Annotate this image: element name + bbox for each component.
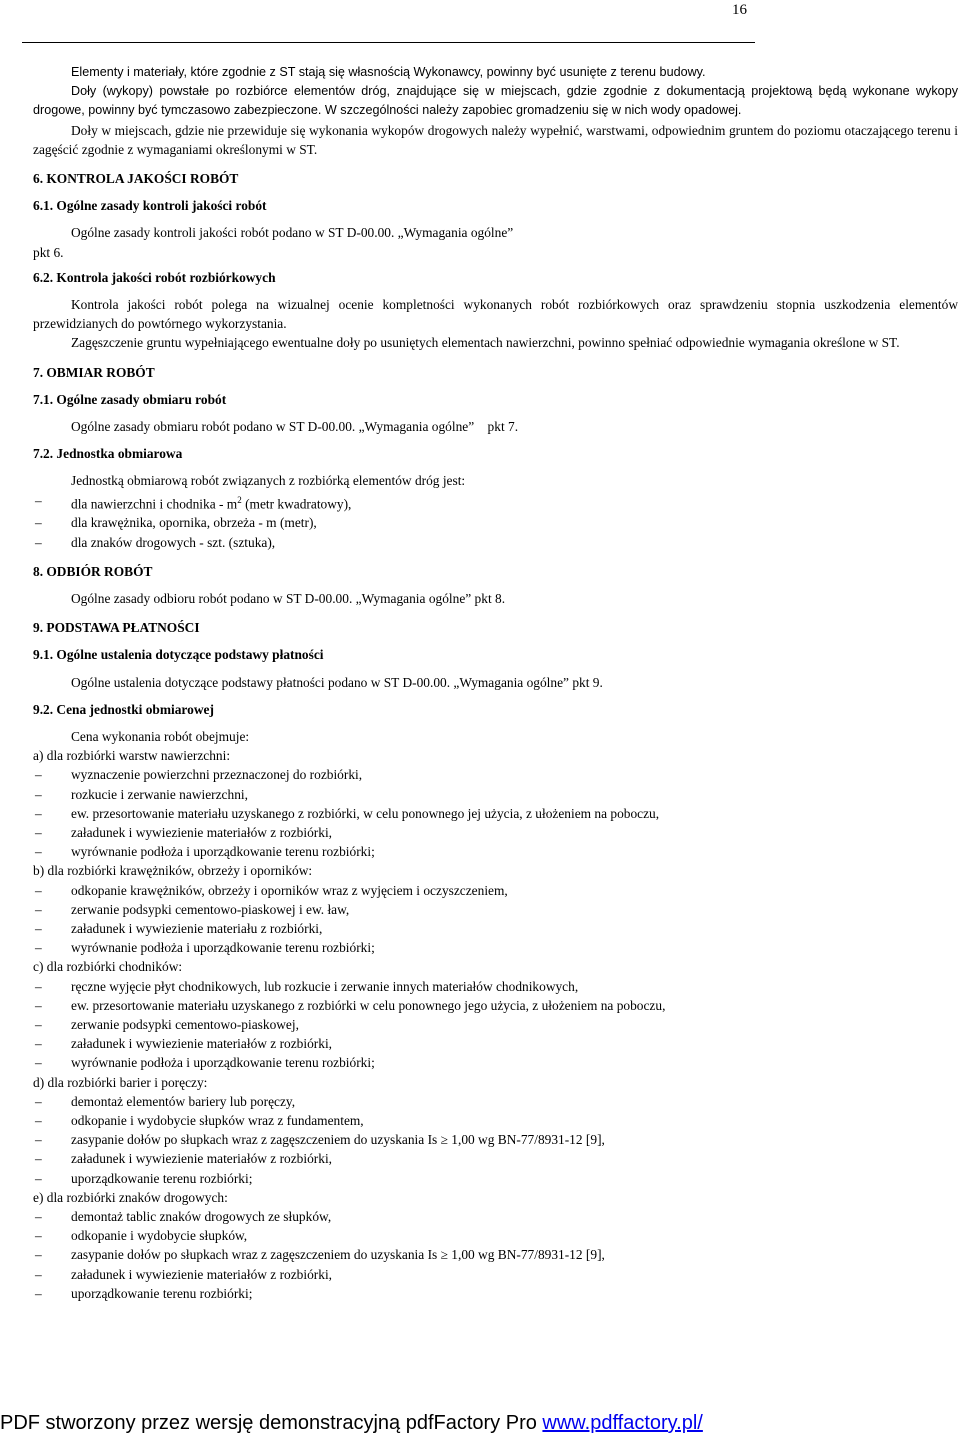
section-6-2-heading: 6.2. Kontrola jakości robót rozbiórkowych: [33, 269, 276, 285]
section-9-1-text: Ogólne ustalenia dotyczące podstawy płatności podano w ST D-00.00. „Wymagania ogólne” pkt 9.: [71, 674, 603, 690]
list-item: – wyznaczenie powierzchni przeznaczonej do rozbiórki,: [33, 765, 958, 784]
unit-item-1-superscript: 2: [237, 494, 242, 505]
unit-item-1-text: dla nawierzchni i chodnika - m: [71, 496, 238, 512]
list-item: – rozkucie i zerwanie nawierzchni,: [33, 785, 958, 804]
list-item: – wyrównanie podłoża i uporządkowanie terenu rozbiórki;: [33, 842, 958, 861]
list-item: – odkopanie i wydobycie słupków wraz z fundamentem,: [33, 1111, 958, 1130]
list-item: – zasypanie dołów po słupkach wraz z zagęszczeniem do uzyskania Is ≥ 1,00 wg BN-77/8931-12 [9],: [33, 1245, 958, 1264]
list-item: – wyrównanie podłoża i uporządkowanie terenu rozbiórki;: [33, 1053, 958, 1072]
list-item: – ręczne wyjęcie płyt chodnikowych, lub rozkucie i zerwanie innych materiałów chodnikowych,: [33, 977, 958, 996]
price-group-b-list: [33, 881, 958, 958]
section-6-1-text: Ogólne zasady kontroli jakości robót podano w ST D-00.00. „Wymagania ogólne”: [71, 225, 514, 241]
unit-list: [33, 491, 958, 552]
price-group-d-title: d) dla rozbiórki barier i poręczy:: [33, 1074, 208, 1090]
list-item: – wyrównanie podłoża i uporządkowanie terenu rozbiórki;: [33, 938, 958, 957]
section-9-1-heading: 9.1. Ogólne ustalenia dotyczące podstawy płatności: [33, 647, 324, 663]
section-6-2-paragraph-1: Kontrola jakości robót polega na wizualnej ocenie kompletności wykonanych robót rozbiórkowych oraz sprawdzeniu stopnia uszkodzenia elementów przewidzianych do powtórnego wykorzystania.: [33, 297, 958, 332]
section-8-text: Ogólne zasady odbioru robót podano w ST D-00.00. „Wymagania ogólne” pkt 8.: [71, 590, 506, 606]
price-group-b-title: b) dla rozbiórki krawężników, obrzeży i oporników:: [33, 863, 313, 879]
list-item: – uporządkowanie terenu rozbiórki;: [33, 1169, 958, 1188]
list-item: – uporządkowanie terenu rozbiórki;: [33, 1284, 958, 1303]
price-group-a-title: a) dla rozbiórki warstw nawierzchni:: [33, 748, 231, 764]
section-9-2-heading: 9.2. Cena jednostki obmiarowej: [33, 701, 214, 717]
price-group-d-list: [33, 1092, 958, 1188]
intro-paragraph-2: Doły (wykopy) powstałe po rozbiórce elementów dróg, znajdujące się w miejscach, gdzie zgodnie z dokumentacją projektową będą wykonane wykopy drogowe, powinny być tymczasowo zabezpieczone. W szczególności należy zapobiec gromadzeniu się w nich wody opadowej.: [33, 84, 958, 118]
list-item: – zerwanie podsypki cementowo-piaskowej,: [33, 1015, 958, 1034]
price-group-a-list: [33, 765, 958, 861]
pdf-watermark-footer: [0, 1412, 703, 1435]
unit-item-1-text-end: (metr kwadratowy),: [241, 496, 352, 512]
page-number: 16: [732, 2, 747, 18]
price-group-c-list: [33, 977, 958, 1073]
price-group-e-list: [33, 1207, 958, 1303]
section-7-1-heading: 7.1. Ogólne zasady obmiaru robót: [33, 391, 227, 407]
list-item: – odkopanie krawężników, obrzeży i oporników wraz z wyjęciem i oczyszczeniem,: [33, 881, 958, 900]
section-7-1-text: Ogólne zasady obmiaru robót podano w ST D-00.00. „Wymagania ogólne” pkt 7.: [71, 419, 519, 435]
section-9-heading: 9. PODSTAWA PŁATNOŚCI: [33, 620, 200, 636]
section-6-1-heading: 6.1. Ogólne zasady kontroli jakości robót: [33, 198, 267, 214]
list-item: – załadunek i wywiezienie materiałów z rozbiórki,: [33, 1149, 958, 1168]
list-item: – dla znaków drogowych - szt. (sztuka),: [33, 533, 958, 552]
list-item: – demontaż tablic znaków drogowych ze słupków,: [33, 1207, 958, 1226]
intro-paragraph-3: Doły w miejscach, gdzie nie przewiduje się wykonania wykopów drogowych należy wypełnić, warstwami, odpowiednim gruntem do poziomu otaczającego terenu i zagęścić zgodnie z wymaganiami określonymi w ST.: [33, 122, 958, 157]
list-item: – zasypanie dołów po słupkach wraz z zagęszczeniem do uzyskania Is ≥ 1,00 wg BN-77/8931-12 [9],: [33, 1130, 958, 1149]
list-item: – demontaż elementów bariery lub poręczy,: [33, 1092, 958, 1111]
list-item: – ew. przesortowanie materiału uzyskanego z rozbiórki, w celu ponownego jej użycia, z ułożeniem na poboczu,: [33, 804, 958, 823]
list-item: – załadunek i wywiezienie materiałów z rozbiórki,: [33, 1265, 958, 1284]
list-item: [33, 491, 958, 514]
section-8-heading: 8. ODBIÓR ROBÓT: [33, 563, 153, 579]
price-group-c-title: c) dla rozbiórki chodników:: [33, 959, 183, 975]
section-6-2-paragraph-2: Zagęszczenie gruntu wypełniającego ewentualne doły po usuniętych elementach nawierzchni, powinno spełniać odpowiednie wymagania określone w ST.: [71, 335, 900, 351]
list-item: – ew. przesortowanie materiału uzyskanego z rozbiórki w celu ponownego jego użycia, z ułożeniem na poboczu,: [33, 996, 958, 1015]
section-6-heading: 6. KONTROLA JAKOŚCI ROBÓT: [33, 171, 239, 187]
document-body: [33, 63, 958, 1303]
header-rule: [22, 42, 755, 43]
section-7-2-heading: 7.2. Jednostka obmiarowa: [33, 446, 183, 462]
section-9-2-intro: Cena wykonania robót obejmuje:: [71, 728, 250, 744]
list-item: – dla krawężnika, opornika, obrzeża - m (metr),: [33, 513, 958, 532]
price-group-e-title: e) dla rozbiórki znaków drogowych:: [33, 1189, 228, 1205]
list-item: – załadunek i wywiezienie materiału z rozbiórki,: [33, 919, 958, 938]
list-item: – zerwanie podsypki cementowo-piaskowej i ew. ław,: [33, 900, 958, 919]
pdffactory-link[interactable]: www.pdffactory.pl/: [542, 1412, 703, 1434]
section-7-heading: 7. OBMIAR ROBÓT: [33, 364, 155, 380]
list-item: – odkopanie i wydobycie słupków,: [33, 1226, 958, 1245]
list-item: – załadunek i wywiezienie materiałów z rozbiórki,: [33, 823, 958, 842]
list-item: – załadunek i wywiezienie materiałów z rozbiórki,: [33, 1034, 958, 1053]
section-7-2-intro: Jednostką obmiarową robót związanych z rozbiórką elementów dróg jest:: [71, 473, 466, 489]
section-6-1-text-cont: pkt 6.: [33, 244, 64, 260]
footer-text: PDF stworzony przez wersję demonstracyjną pdfFactory Pro: [0, 1412, 543, 1434]
intro-paragraph-1: Elementy i materiały, które zgodnie z ST stają się własnością Wykonawcy, powinny być usunięte z terenu budowy.: [71, 65, 706, 79]
